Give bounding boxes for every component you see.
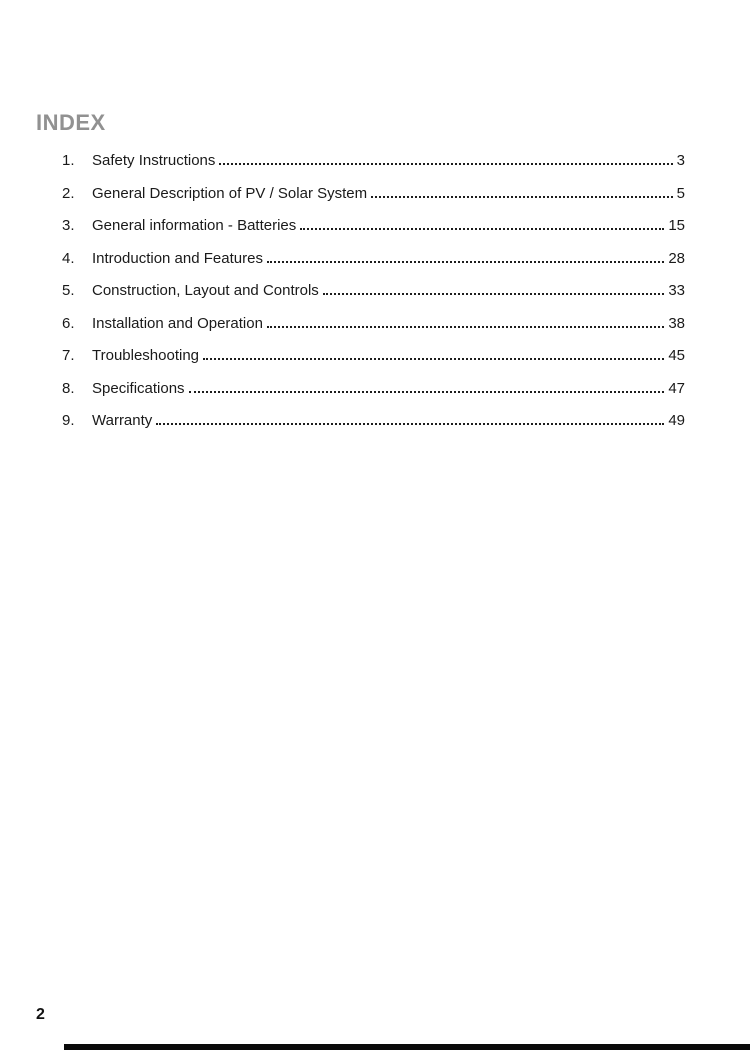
toc-entry: [62, 340, 685, 373]
toc-entry-number: 5.: [62, 282, 75, 299]
toc-list: [62, 145, 685, 438]
dot-leader: [267, 261, 664, 263]
toc-entry-number: 1.: [62, 152, 75, 169]
toc-entry-page-number: 28: [668, 249, 685, 267]
page-title: INDEX: [36, 110, 106, 135]
toc-entry-number: 8.: [62, 379, 75, 397]
dot-leader: [156, 423, 664, 425]
toc-entry: [62, 145, 685, 178]
toc-entry-page-number: 3: [676, 152, 685, 169]
toc-entry-title: Construction, Layout and Controls: [92, 282, 319, 299]
footer-page-number: 2: [36, 1006, 45, 1023]
toc-entry-number: 6.: [62, 314, 75, 332]
toc-entry: [62, 308, 685, 341]
toc-entry-page-number: 15: [668, 217, 685, 234]
toc-entry-page-number: 5: [676, 184, 685, 202]
toc-entry-number: 7.: [62, 347, 75, 364]
toc-entry-page-number: 45: [668, 347, 685, 364]
toc-entry-title: Warranty: [92, 412, 153, 429]
toc-entry-title: Safety Instructions: [92, 152, 216, 169]
toc-entry: [62, 275, 685, 308]
toc-entry-page-number: 49: [668, 412, 685, 429]
toc-entry: [62, 178, 685, 211]
dot-leader: [203, 358, 664, 360]
toc-entry: [62, 405, 685, 438]
toc-entry-page-number: 47: [668, 379, 685, 397]
toc-entry-title: General Description of PV / Solar System: [92, 184, 368, 202]
toc-entry-title: Introduction and Features: [92, 249, 263, 267]
dot-leader: [323, 293, 665, 295]
dot-leader: [300, 228, 664, 230]
toc-entry-number: 4.: [62, 249, 75, 267]
toc-entry-title: General information - Batteries: [92, 217, 297, 234]
dot-leader: [267, 326, 664, 328]
dot-leader: [371, 196, 673, 198]
toc-entry-title: Installation and Operation: [92, 314, 263, 332]
dot-leader: [189, 391, 665, 393]
scan-edge-bar: [64, 1044, 750, 1050]
toc-entry-title: Troubleshooting: [92, 347, 200, 364]
toc-entry-page-number: 38: [668, 314, 685, 332]
toc-entry-title: Specifications: [92, 379, 185, 397]
toc-entry: [62, 210, 685, 243]
toc-entry-number: 2.: [62, 184, 75, 202]
toc-entry-number: 9.: [62, 412, 75, 429]
toc-entry-page-number: 33: [668, 282, 685, 299]
toc-entry: [62, 373, 685, 406]
dot-leader: [219, 163, 672, 165]
toc-entry: [62, 243, 685, 276]
toc-entry-number: 3.: [62, 217, 75, 234]
